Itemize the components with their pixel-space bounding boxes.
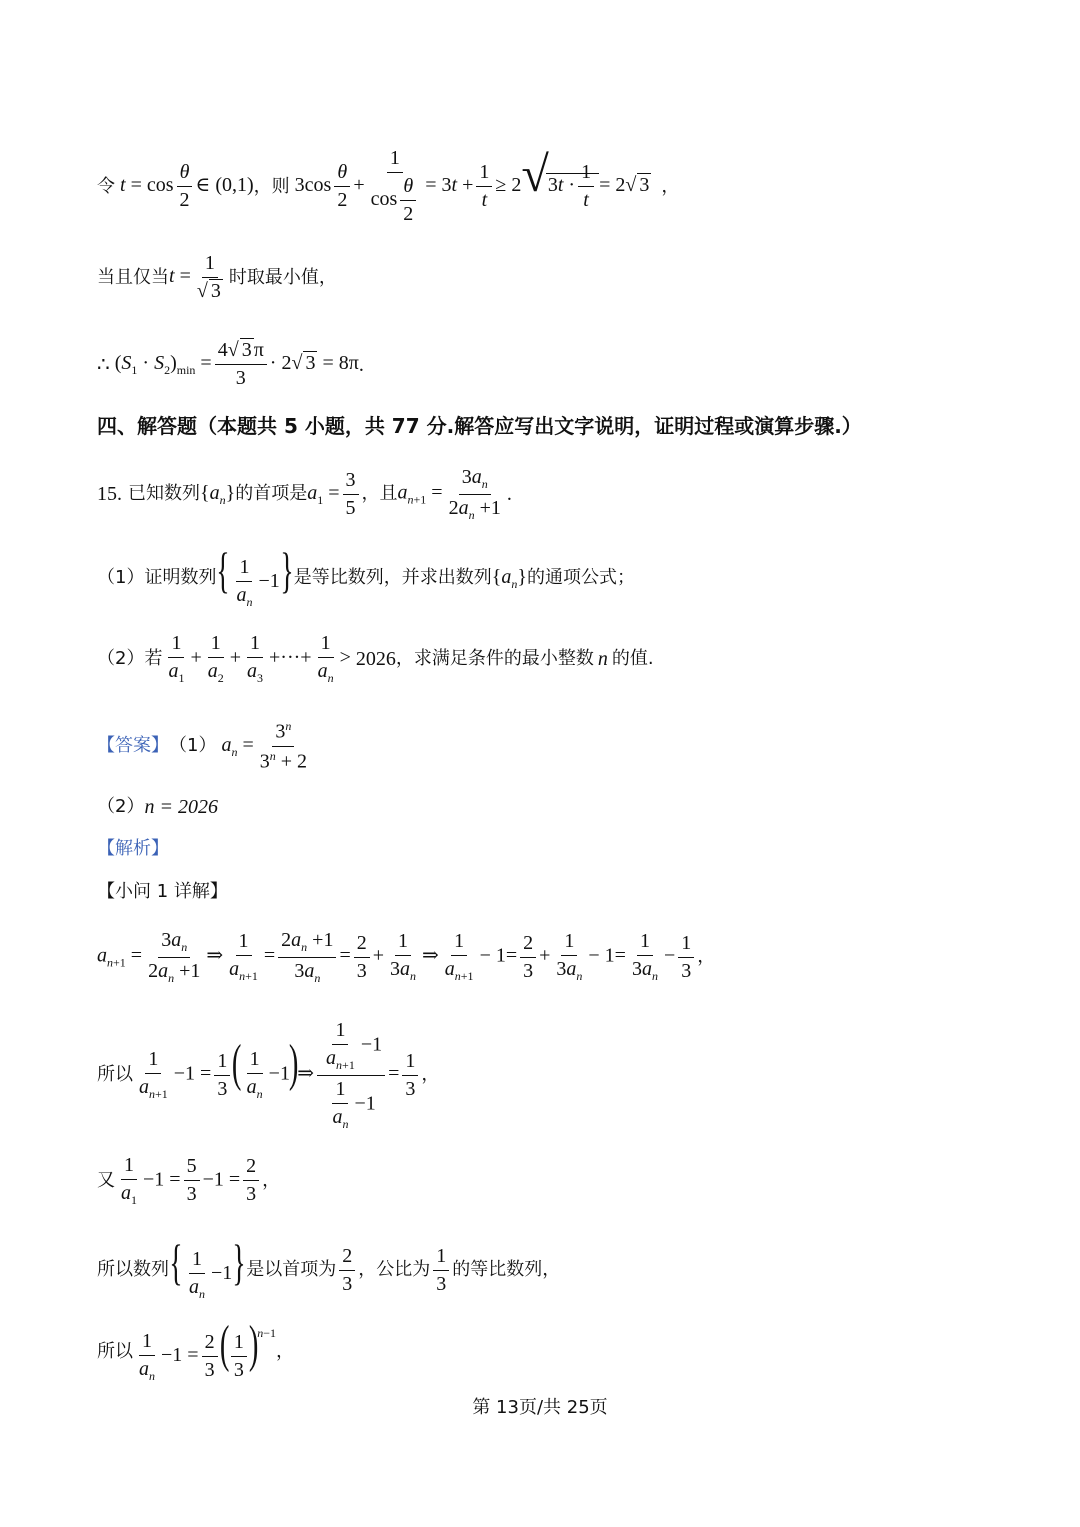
answer-part2-label: （2） — [97, 796, 145, 817]
problem-15-part-1 — [97, 542, 635, 609]
text-ratio-is: ，公比为 — [358, 1259, 431, 1281]
formula-t-value: t = $\frac{1}{√ 3}$ — [169, 252, 221, 302]
text-first-term-is: 是以首项为 — [246, 1259, 337, 1281]
line-min-result — [97, 340, 364, 389]
sub-question-1-heading: 【小问 1 详解】 — [97, 881, 228, 902]
problem-15-statement — [97, 467, 512, 521]
formula-q: $\frac{1}{3}$ — [430, 1246, 452, 1295]
text-and: ，且 — [361, 483, 398, 505]
text-when: 当且仅当 — [97, 266, 169, 288]
text-comma-derivation: ， — [697, 946, 716, 968]
problem-number: 15. — [97, 483, 122, 506]
formula-min-product: $(S_1 \cdot S_2)_{min}$ = $\frac{4√ 3 \pi}{3}$ · 2√ 3 = 8π — [109, 339, 359, 389]
text-so-1: 所以 — [97, 1064, 133, 1086]
formula-a1: $a_1$ = $\frac{3}{5}$ — [307, 470, 361, 519]
section-heading: 四、解答题（本题共 5 小题，共 77 分.解答应写出文字说明，证明过程或演算步骤.） — [97, 414, 862, 438]
text-first-term: 的首项是 — [235, 483, 308, 505]
answer-line-1 — [97, 720, 313, 772]
part2-value: 2026 — [355, 647, 396, 670]
text-part2: ，求满足条件的最小整数 — [395, 647, 594, 669]
text-known-seq: 已知数列 — [128, 483, 200, 505]
formula-recurrence: $a_{n+1}$ = $\frac{3a_n}{2a_n +1}$ — [397, 466, 501, 522]
text-then: ，则 — [253, 175, 290, 197]
formula-initial: $\frac{1}{a_1}$ −1 = $\frac{5}{3}$ −1 = $\frac{2}{3}$ — [115, 1155, 262, 1207]
answer-tag: 【答案】 — [97, 735, 169, 757]
formula-ratio: $\frac{1}{a_{n+1}}$ −1 = $\frac{1}{3}$ ( $\frac{1}{a_n}$ −1)⇒ $\frac{1}{a_{n+1}}$ −1 $\frac{1}{a_n}$ −1 = $\frac{1}{3}$ — [133, 1020, 421, 1130]
analysis-tag: 【解析】 — [97, 838, 169, 859]
formula-am-gm: 3cos $\frac{\theta}{2}$ + 1 cos $\frac{\theta}{2}$ = 3t + $\frac{1}{t}$ ≥ 2√3t · $\frac{1}{t}$ = 2√ 3 — [289, 146, 650, 225]
text-ling: 令 — [97, 175, 115, 197]
text-period-2: . — [506, 483, 512, 506]
text-so-2: 所以 — [97, 1341, 133, 1363]
formula-seq: $\{a_n\}$ — [200, 481, 236, 507]
text-part1-a: 是等比数列，并求出数列 — [293, 567, 492, 589]
answer-part1-label: （1） — [169, 735, 217, 757]
formula-derivation: $a_{n+1}$ = $\frac{3a_n}{2a_n +1}$ ⇒ $\frac{1}{a_{n+1}}$ = $\frac{2a_n +1}{3a_n}$ = $\frac{2}{3}$ + $\frac{1}{3a_n}$ ⇒ $\frac{1}{a_{n+1}}$ − 1= $\frac{2}{3}$ + $\frac{1}{3a_n}$ − 1= $\frac{1}{3a_n}$ − $\frac{1}{3}$ — [97, 930, 697, 984]
formula-t-def: t = cos $\frac{\theta}{2}$ ∈ (0,1) — [120, 161, 254, 211]
therefore-symbol: ∴ — [97, 353, 110, 376]
text-part1-b: 的通项公式； — [526, 567, 635, 589]
initial-value-line — [97, 1155, 280, 1207]
formula-part2-sum: $\frac{1}{a_1}$ + $\frac{1}{a_2}$ + $\frac{1}{a_3}$ +···+ $\frac{1}{a_n}$ > — [168, 632, 356, 685]
answer-part2-value: n = 2026 — [144, 796, 218, 818]
text-part1-label: （1）证明数列 — [97, 567, 217, 589]
answer-line-2 — [97, 797, 218, 817]
formula-part1-an: $\{a_n\}$ — [491, 565, 527, 591]
formula-general: $\frac{1}{a_n}$ −1 = $\frac{2}{3}$ ( $\frac{1}{3}$ )$^{n-1}$ — [139, 1316, 276, 1383]
text-also: 又 — [97, 1169, 115, 1191]
formula-seq-2: { $\frac{1}{a_n}$ −1} — [169, 1234, 246, 1301]
part2-n: n — [597, 647, 608, 670]
text-geom: 的等比数列， — [452, 1259, 561, 1281]
text-part2-tail: 的值. — [611, 647, 654, 669]
text-period: . — [358, 353, 364, 376]
text-comma: ， — [661, 175, 680, 197]
formula-answer-an: $a_n$ = $\frac{3^n}{3^n + 2}$ — [221, 719, 308, 773]
geometric-line — [97, 1234, 561, 1301]
page-footer: 第 13页/共 25页 — [472, 1397, 608, 1418]
text-comma-ratio: ， — [421, 1064, 440, 1086]
text-minimum: 时取最小值， — [228, 266, 337, 288]
line-substitution — [97, 148, 679, 225]
formula-part1-seq: { $\frac{1}{a_n}$ −1} — [216, 542, 294, 609]
formula-first: $\frac{2}{3}$ — [336, 1246, 358, 1295]
derivation-line — [97, 930, 715, 984]
general-term-line — [97, 1316, 294, 1383]
text-part2-label: （2）若 — [97, 647, 163, 669]
ratio-line — [97, 1020, 439, 1130]
text-comma-general: ， — [276, 1341, 294, 1363]
problem-15-part-2 — [97, 633, 654, 685]
line-equality-condition — [97, 253, 337, 302]
text-so-seq: 所以数列 — [97, 1259, 169, 1281]
text-comma-initial: ， — [262, 1169, 281, 1191]
